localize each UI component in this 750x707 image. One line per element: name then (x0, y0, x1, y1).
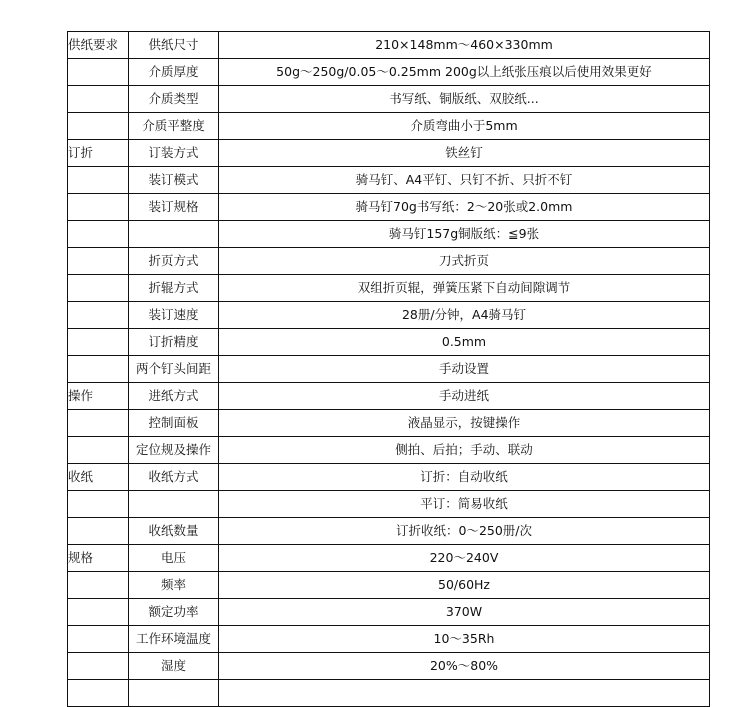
value-cell: 28册/分钟，A4骑马钉 (219, 302, 710, 329)
category-cell (68, 275, 129, 302)
category-cell: 订折 (68, 140, 129, 167)
item-name-cell: 装订模式 (129, 167, 219, 194)
value-cell: 刀式折页 (219, 248, 710, 275)
table-row (68, 545, 710, 572)
table-row (68, 329, 710, 356)
item-name-cell: 介质厚度 (129, 59, 219, 86)
item-name-cell: 湿度 (129, 653, 219, 680)
table-row (68, 86, 710, 113)
category-cell (68, 59, 129, 86)
table-row (68, 194, 710, 221)
category-cell (68, 653, 129, 680)
category-cell (68, 680, 129, 707)
item-name-cell: 订装方式 (129, 140, 219, 167)
item-name-cell: 介质平整度 (129, 113, 219, 140)
item-name-cell (129, 221, 219, 248)
category-cell (68, 518, 129, 545)
category-cell (68, 86, 129, 113)
value-cell: 50g～250g/0.05～0.25mm 200g以上纸张压痕以后使用效果更好 (219, 59, 710, 86)
table-row (68, 248, 710, 275)
value-cell: 侧拍、后拍；手动、联动 (219, 437, 710, 464)
value-cell: 液晶显示，按键操作 (219, 410, 710, 437)
category-cell: 供纸要求 (68, 32, 129, 59)
category-cell (68, 491, 129, 518)
value-cell: 20%～80% (219, 653, 710, 680)
value-cell: 平订：简易收纸 (219, 491, 710, 518)
item-name-cell: 折辊方式 (129, 275, 219, 302)
value-cell: 手动设置 (219, 356, 710, 383)
value-cell: 铁丝钉 (219, 140, 710, 167)
item-name-cell: 装订规格 (129, 194, 219, 221)
item-name-cell: 控制面板 (129, 410, 219, 437)
category-cell (68, 221, 129, 248)
table-row (68, 356, 710, 383)
item-name-cell: 供纸尺寸 (129, 32, 219, 59)
table-row (68, 572, 710, 599)
item-name-cell: 两个钉头间距 (129, 356, 219, 383)
category-cell (68, 599, 129, 626)
value-cell: 订折：自动收纸 (219, 464, 710, 491)
table-row (68, 59, 710, 86)
value-cell: 订折收纸：0～250册/次 (219, 518, 710, 545)
spec-table (67, 31, 710, 707)
value-cell (219, 680, 710, 707)
value-cell: 220～240V (219, 545, 710, 572)
category-cell (68, 437, 129, 464)
category-cell (68, 302, 129, 329)
table-row (68, 221, 710, 248)
value-cell: 书写纸、铜版纸、双胶纸... (219, 86, 710, 113)
category-cell: 收纸 (68, 464, 129, 491)
value-cell: 介质弯曲小于5mm (219, 113, 710, 140)
category-cell (68, 410, 129, 437)
value-cell: 370W (219, 599, 710, 626)
value-cell: 手动进纸 (219, 383, 710, 410)
category-cell (68, 329, 129, 356)
table-row (68, 383, 710, 410)
category-cell (68, 626, 129, 653)
table-row (68, 113, 710, 140)
value-cell: 双组折页辊，弹簧压紧下自动间隙调节 (219, 275, 710, 302)
item-name-cell: 介质类型 (129, 86, 219, 113)
value-cell: 50/60Hz (219, 572, 710, 599)
item-name-cell: 频率 (129, 572, 219, 599)
item-name-cell: 收纸数量 (129, 518, 219, 545)
table-row (68, 680, 710, 707)
item-name-cell: 额定功率 (129, 599, 219, 626)
value-cell: 0.5mm (219, 329, 710, 356)
category-cell (68, 167, 129, 194)
category-cell (68, 248, 129, 275)
category-cell (68, 572, 129, 599)
table-row (68, 437, 710, 464)
item-name-cell: 装订速度 (129, 302, 219, 329)
item-name-cell: 定位规及操作 (129, 437, 219, 464)
spec-table-body (68, 32, 710, 707)
value-cell: 10～35Rh (219, 626, 710, 653)
item-name-cell: 折页方式 (129, 248, 219, 275)
table-row (68, 653, 710, 680)
item-name-cell (129, 491, 219, 518)
table-row (68, 167, 710, 194)
category-cell (68, 113, 129, 140)
item-name-cell: 收纸方式 (129, 464, 219, 491)
table-row (68, 275, 710, 302)
table-row (68, 302, 710, 329)
table-row (68, 140, 710, 167)
value-cell: 骑马钉157g铜版纸：≦9张 (219, 221, 710, 248)
item-name-cell: 工作环境温度 (129, 626, 219, 653)
value-cell: 骑马钉、A4平钉、只钉不折、只折不钉 (219, 167, 710, 194)
category-cell: 操作 (68, 383, 129, 410)
item-name-cell: 电压 (129, 545, 219, 572)
category-cell (68, 194, 129, 221)
table-row (68, 410, 710, 437)
item-name-cell (129, 680, 219, 707)
table-row (68, 626, 710, 653)
table-row (68, 599, 710, 626)
category-cell: 规格 (68, 545, 129, 572)
item-name-cell: 进纸方式 (129, 383, 219, 410)
table-row (68, 32, 710, 59)
table-row (68, 491, 710, 518)
table-row (68, 464, 710, 491)
category-cell (68, 356, 129, 383)
value-cell: 骑马钉70g书写纸：2～20张或2.0mm (219, 194, 710, 221)
value-cell: 210×148mm～460×330mm (219, 32, 710, 59)
item-name-cell: 订折精度 (129, 329, 219, 356)
table-row (68, 518, 710, 545)
